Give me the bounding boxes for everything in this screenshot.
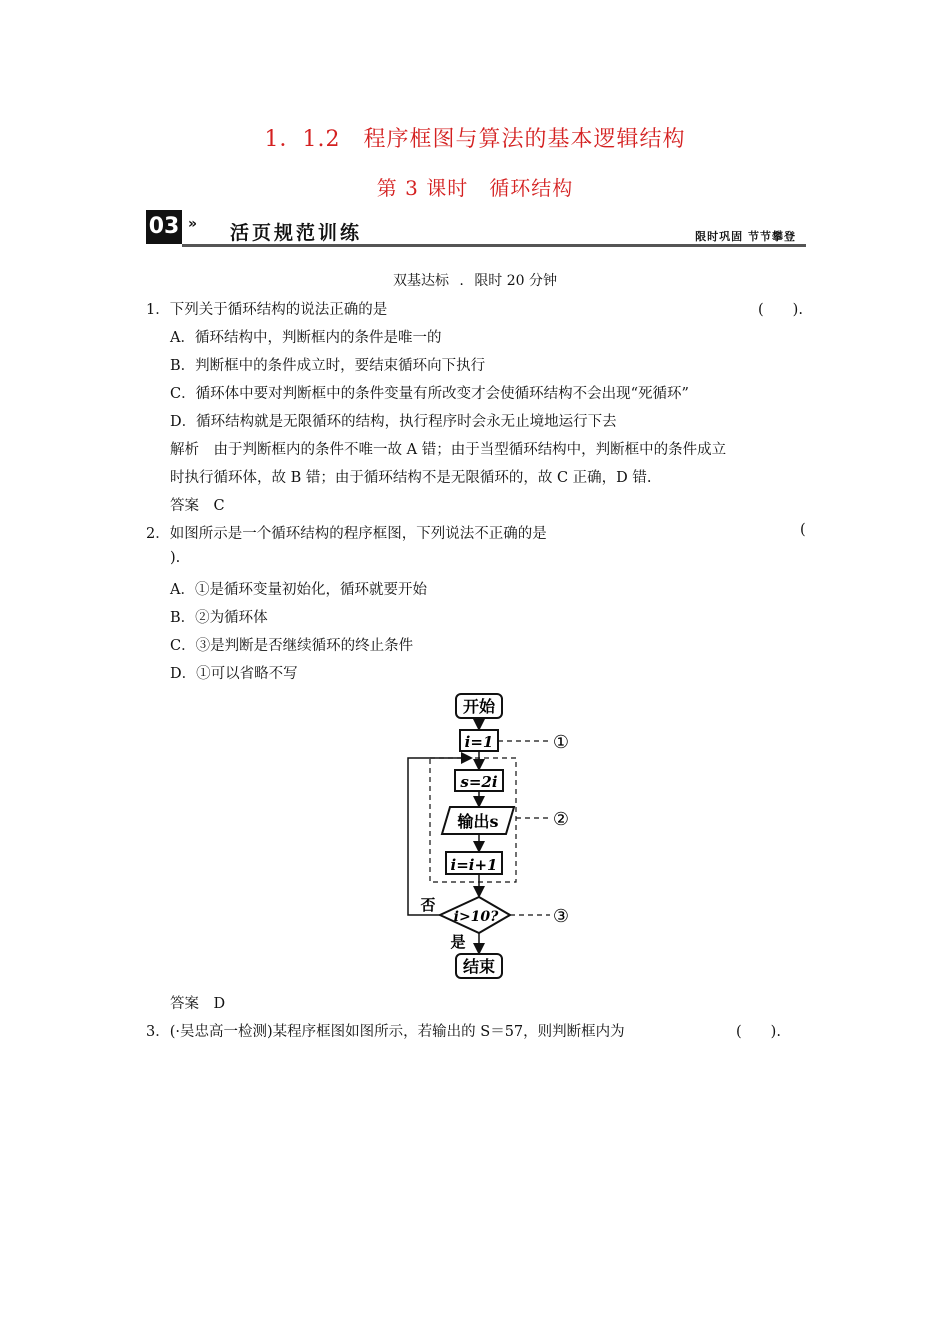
q2-option-b: B．②为循环体 (170, 610, 268, 626)
q1-option-d: D．循环结构就是无限循环的结构，执行程序时会永无止境地运行下去 (170, 414, 617, 430)
q1-analysis-line2: 时执行循环体，故 B 错；由于循环结构不是无限循环的，故 C 正确，D 错. (170, 470, 652, 486)
banner-rule (182, 244, 806, 247)
q2-option-c: C．③是判断是否继续循环的终止条件 (170, 638, 414, 654)
flow-mark-1: ① (552, 732, 570, 753)
q1-analysis-line1: 解析 由于判断框内的条件不唯一故 A 错；由于当型循环结构中，判断框中的条件成立 (170, 442, 727, 458)
q3-paren: ( ). (736, 1024, 781, 1040)
section-label: 双基达标 (392, 273, 449, 289)
q2-answer: 答案 D (170, 996, 226, 1012)
section-separator: . (459, 273, 464, 289)
flow-cond-label: i>10? (453, 909, 499, 925)
flow-yes-label: 是 (450, 933, 466, 951)
q2-option-d: D．①可以省略不写 (170, 666, 298, 682)
flowchart (390, 688, 590, 988)
flow-start-label: 开始 (462, 697, 496, 716)
q2-stem: 2．如图所示是一个循环结构的程序框图，下列说法不正确的是 (146, 526, 547, 542)
flow-step1-label: s=2i (460, 773, 498, 791)
banner-number: 03 (146, 210, 182, 244)
flow-output-label: 输出s (457, 812, 499, 831)
q3-stem: 3．(·吴忠高一检测)某程序框图如图所示，若输出的 S＝57，则判断框内为 (146, 1024, 625, 1040)
flow-init-label: i=1 (464, 733, 494, 751)
page-subtitle: 第 3 课时 循环结构 (376, 176, 574, 200)
flow-no-label: 否 (420, 896, 436, 914)
section-heading (0, 270, 950, 290)
page-title: 1．1.2 程序框图与算法的基本逻辑结构 (264, 127, 686, 152)
banner-title: 活页规范训练 (230, 222, 363, 244)
chevron-icon: » (188, 216, 198, 232)
banner-slogan: 限时巩固 节节攀登 (695, 230, 796, 243)
q2-paren-open: ( (800, 522, 806, 538)
section-banner (146, 206, 806, 250)
q2-paren-close: ). (170, 550, 181, 566)
section-time: 限时 20 分钟 (474, 273, 558, 289)
flow-mark-3: ③ (552, 906, 570, 927)
q1-option-b: B．判断框中的条件成立时，要结束循环向下执行 (170, 358, 486, 374)
flow-step2-label: i=i+1 (450, 856, 498, 874)
flow-mark-2: ② (552, 809, 570, 830)
q2-option-a: A．①是循环变量初始化，循环就要开始 (170, 582, 427, 598)
q1-paren: ( ). (758, 302, 803, 318)
q1-option-c: C．循环体中要对判断框中的条件变量有所改变才会使循环结构不会出现“死循环” (170, 386, 689, 402)
q1-answer: 答案 C (170, 498, 225, 514)
flow-end-label: 结束 (462, 957, 496, 976)
q1-stem: 1．下列关于循环结构的说法正确的是 (146, 302, 388, 318)
q1-option-a: A．循环结构中，判断框内的条件是唯一的 (170, 330, 442, 346)
